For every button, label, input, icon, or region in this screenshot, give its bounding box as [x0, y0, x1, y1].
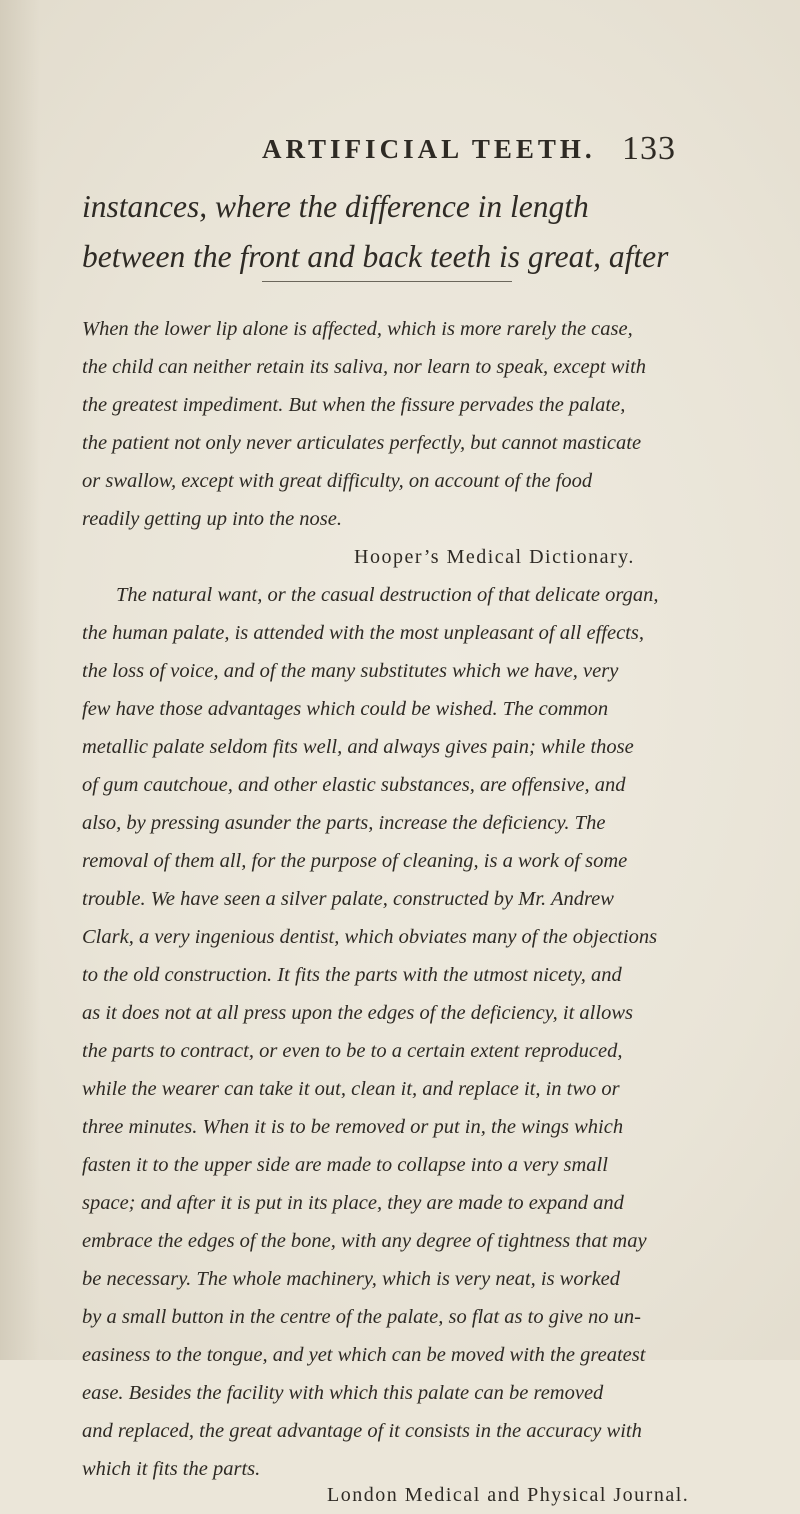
text-line: ease. Besides the facility with which this palate can be removed [82, 1382, 604, 1404]
text-line: while the wearer can take it out, clean it, and replace it, in two or [82, 1078, 620, 1100]
quote-london-journal [82, 576, 722, 1506]
quote-source: Hooper’s Medical Dictionary. [354, 546, 635, 568]
text-line: the loss of voice, and of the many substitutes which we have, very [82, 660, 619, 682]
text-line: by a small button in the centre of the palate, so flat as to give no un- [82, 1306, 641, 1328]
text-line: three minutes. When it is to be removed or put in, the wings which [82, 1116, 624, 1138]
text-line: the patient not only never articulates perfectly, but cannot masticate [82, 432, 642, 454]
text-line: or swallow, except with great difficulty, on account of the food [82, 470, 593, 492]
text-line: which it fits the parts. [82, 1458, 261, 1480]
text-line: removal of them all, for the purpose of cleaning, is a work of some [82, 850, 628, 872]
text-line: few have those advantages which could be wished. The common [82, 698, 609, 720]
text-line: between the front and back teeth is great, after [82, 239, 669, 274]
final-line [82, 1450, 722, 1506]
text-line: the greatest impediment. But when the fissure pervades the palate, [82, 394, 626, 416]
text-line: readily getting up into the nose. [82, 508, 343, 530]
quote-source: London Medical and Physical Journal. [327, 1484, 690, 1506]
page-number: 133 [622, 130, 676, 167]
text-line: metallic palate seldom fits well, and always gives pain; while those [82, 736, 634, 758]
text-line: When the lower lip alone is affected, which is more rarely the case, [82, 318, 633, 340]
text-line: the parts to contract, or even to be to a certain extent reproduced, [82, 1040, 623, 1062]
text-line: the child can neither retain its saliva, nor learn to speak, except with [82, 356, 647, 378]
text-line: Clark, a very ingenious dentist, which obviates many of the objections [82, 926, 658, 948]
text-line: also, by pressing asunder the parts, increase the deficiency. The [82, 812, 606, 834]
text-line: fasten it to the upper side are made to collapse into a very small [82, 1154, 608, 1176]
text-line: of gum cautchoue, and other elastic substances, are offensive, and [82, 774, 626, 796]
section-divider [262, 281, 512, 282]
text-line: The natural want, or the casual destruction of that delicate organ, [116, 584, 659, 606]
text-line: as it does not at all press upon the edges of the deficiency, it allows [82, 1002, 633, 1024]
text-line: and replaced, the great advantage of it consists in the accuracy with [82, 1420, 642, 1442]
continued-text [82, 182, 722, 282]
text-line: embrace the edges of the bone, with any degree of tightness that may [82, 1230, 647, 1252]
text-line: space; and after it is put in its place, they are made to expand and [82, 1192, 624, 1214]
text-line: be necessary. The whole machinery, which is very neat, is worked [82, 1268, 621, 1290]
quotations [82, 310, 722, 1506]
text-line: to the old construction. It fits the parts with the utmost nicety, and [82, 964, 622, 986]
page-header [0, 130, 800, 180]
text-line: trouble. We have seen a silver palate, constructed by Mr. Andrew [82, 888, 614, 910]
text-line: instances, where the difference in length [82, 189, 589, 224]
text-line: the human palate, is attended with the most unpleasant of all effects, [82, 622, 644, 644]
quote-hooper [82, 310, 722, 576]
text-line: easiness to the tongue, and yet which can be moved with the greatest [82, 1344, 646, 1366]
running-title: ARTIFICIAL TEETH. [262, 134, 596, 164]
